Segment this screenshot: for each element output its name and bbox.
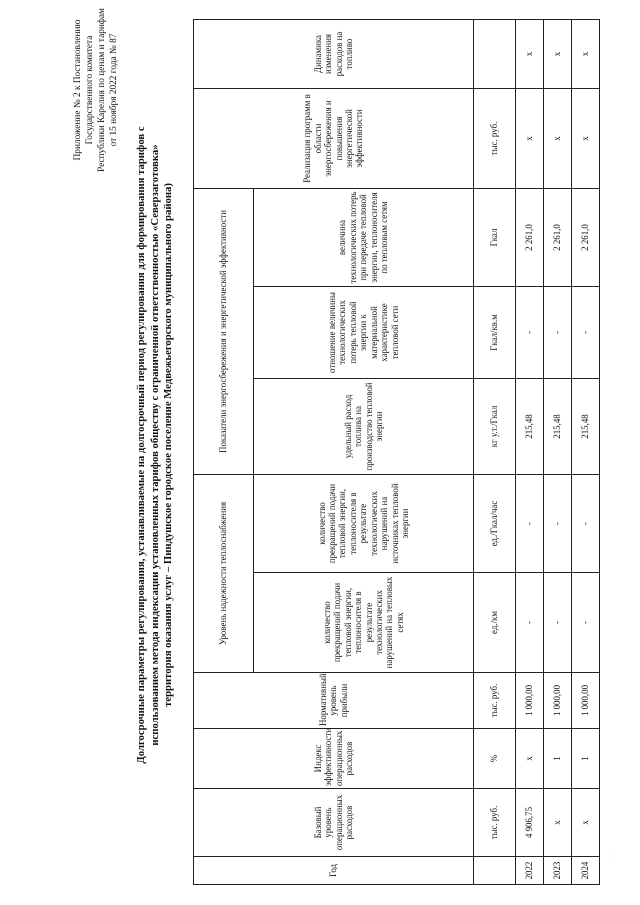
unit-cell: Гкал/кв.м xyxy=(474,287,516,379)
cell: 215,48 xyxy=(544,379,572,475)
cell: - xyxy=(544,573,572,673)
unit-cell: Гкал xyxy=(474,188,516,286)
header-efficiency-index: Индекс эффективности операционных расходов xyxy=(194,729,474,789)
parameters-table xyxy=(193,19,600,885)
header-year: Год xyxy=(194,857,474,885)
cell: - xyxy=(516,287,544,379)
cell: x xyxy=(544,88,572,188)
unit-cell: ед./км xyxy=(474,573,516,673)
cell: - xyxy=(544,287,572,379)
cell: - xyxy=(544,475,572,573)
appendix-line: Государственного комитета xyxy=(85,35,95,145)
cell: x xyxy=(516,88,544,188)
header-programs: Реализация программ в области энергосбережения и повышения энергетической эффективности xyxy=(194,88,474,188)
unit-cell xyxy=(474,857,516,885)
unit-cell: тыс. руб. xyxy=(474,789,516,857)
cell: 2 261,0 xyxy=(516,188,544,286)
appendix-line: от 15 ноября 2022 года № 87 xyxy=(109,33,119,147)
cell: - xyxy=(516,475,544,573)
cell-year: 2024 xyxy=(572,857,600,885)
cell: - xyxy=(516,573,544,673)
cell-year: 2023 xyxy=(544,857,572,885)
appendix-line: Республики Карелия по ценам и тарифам xyxy=(97,8,107,172)
cell: - xyxy=(572,287,600,379)
header-loss-ratio: отношение величины технологических потерь тепловой энергии к материальной характеристике тепловой сети xyxy=(254,287,474,379)
cell: 1 000,00 xyxy=(544,673,572,729)
cell: x xyxy=(544,19,572,88)
header-reliability-network: количество прекращений подачи тепловой энергии, теплоносителя в результате технологических нарушений на тепловых сетях xyxy=(254,573,474,673)
table-row xyxy=(544,19,572,884)
cell: 2 261,0 xyxy=(544,188,572,286)
cell: 1 xyxy=(572,729,600,789)
appendix-note xyxy=(72,5,120,175)
cell: 4 906,75 xyxy=(516,789,544,857)
table-row xyxy=(572,19,600,884)
table-row xyxy=(516,19,544,884)
header-fuel-dynamics: Динамика изменения расходов на топливо xyxy=(194,19,474,88)
cell: x xyxy=(516,19,544,88)
cell: 1 000,00 xyxy=(572,673,600,729)
header-energy-group: Показатели энергосбережения и энергетической эффективности xyxy=(194,188,254,474)
cell-year: 2022 xyxy=(516,857,544,885)
cell: x xyxy=(516,729,544,789)
cell: x xyxy=(572,19,600,88)
header-loss-value: величина технологических потерь при передаче тепловой энергии, теплоносителя по тепловым сетям xyxy=(254,188,474,286)
unit-cell: ед./Гкал/час xyxy=(474,475,516,573)
cell: 2 261,0 xyxy=(572,188,600,286)
cell: 215,48 xyxy=(516,379,544,475)
units-row xyxy=(474,19,516,884)
title-line: территория оказания услуг – Пиндушское городское поселение Медвежьегорского муниципального района) xyxy=(162,183,174,707)
cell: x xyxy=(544,789,572,857)
header-fuel-rate: удельный расход топлива на производство тепловой энергии xyxy=(254,379,474,475)
header-reliability-sources: количество прекращений подачи тепловой энергии, теплоносителя в результате технологических нарушений на источниках тепловой энергии xyxy=(254,475,474,573)
unit-cell xyxy=(474,19,516,88)
document-title xyxy=(135,45,176,845)
header-base-level: Базовый уровень операционных расходов xyxy=(194,789,474,857)
unit-cell: тыс. руб. xyxy=(474,673,516,729)
cell: 1 xyxy=(544,729,572,789)
cell: x xyxy=(572,88,600,188)
title-line: использованием метода индексации установленных тарифов обществу с ограниченной ответственностью «Северзаготовка» xyxy=(148,144,161,746)
header-reliability-group: Уровень надежности теплоснабжения xyxy=(194,475,254,673)
appendix-line: Приложение № 2 к Постановлению xyxy=(73,19,83,161)
header-profit-level: Нормативный уровень прибыли xyxy=(194,673,474,729)
unit-cell: % xyxy=(474,729,516,789)
title-line: Долгосрочные параметры регулирования, устанавливаемые на долгосрочный период регулирования для формирования тарифов с xyxy=(135,126,147,764)
unit-cell: тыс. руб. xyxy=(474,88,516,188)
cell: x xyxy=(572,789,600,857)
cell: 215,48 xyxy=(572,379,600,475)
cell: - xyxy=(572,475,600,573)
cell: - xyxy=(572,573,600,673)
unit-cell: кг у.т./Гкал xyxy=(474,379,516,475)
cell: 1 000,00 xyxy=(516,673,544,729)
scan-speck: · xyxy=(610,855,616,857)
